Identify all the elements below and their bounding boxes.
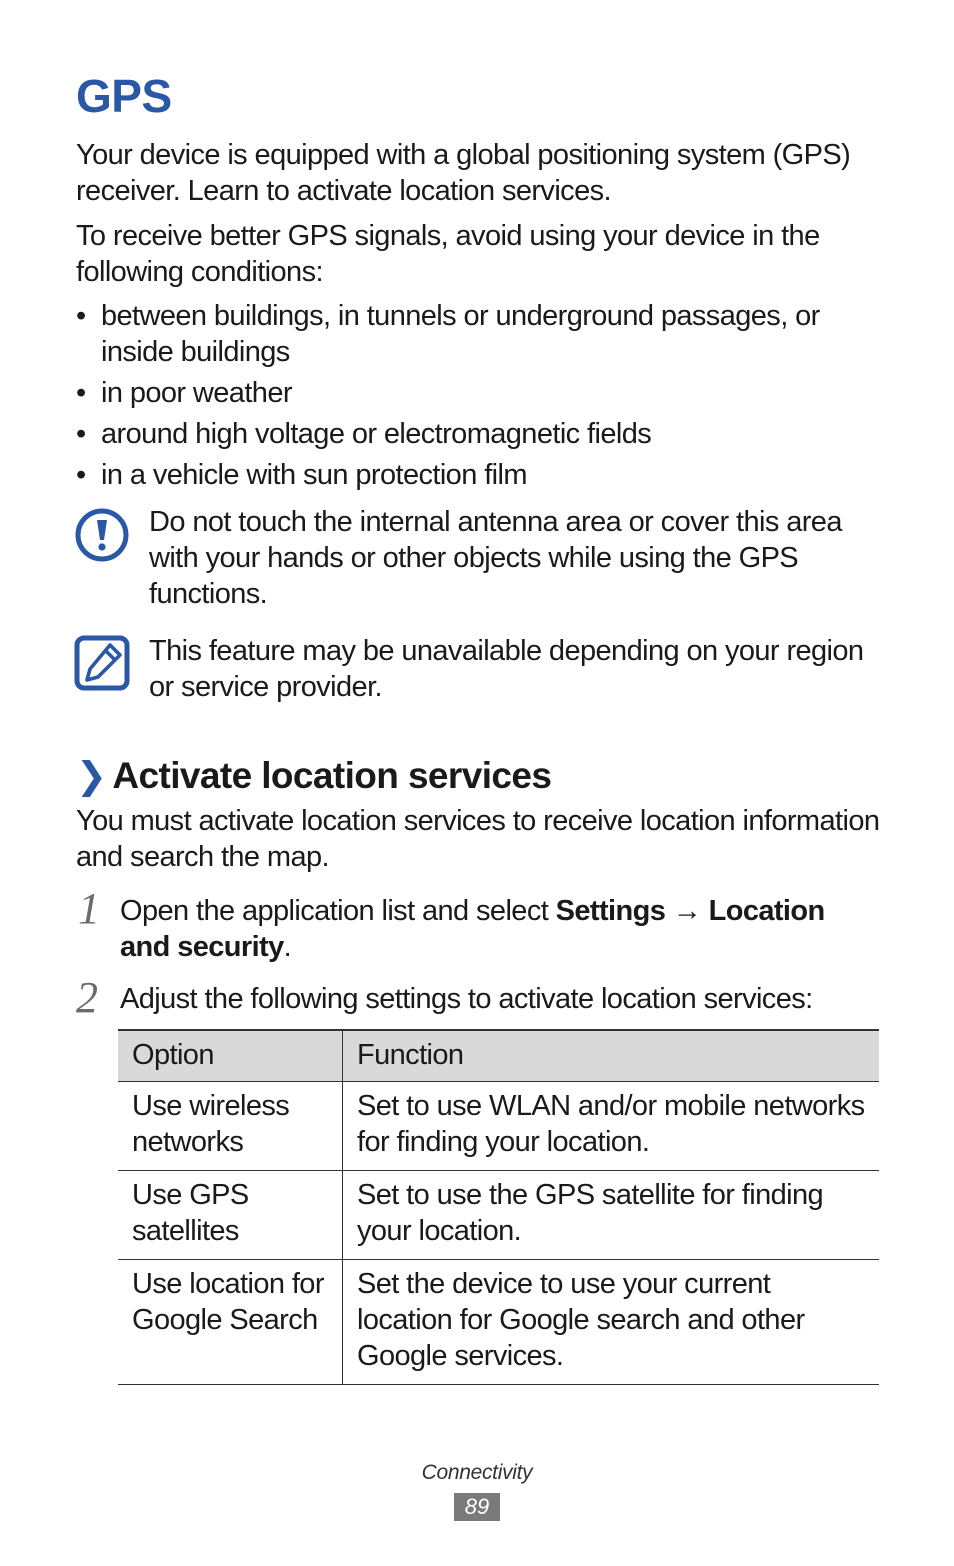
option-cell: Use GPS satellites xyxy=(118,1171,343,1260)
function-cell: Set to use the GPS satellite for finding your location. xyxy=(343,1171,880,1260)
bullet-icon: • xyxy=(76,418,86,450)
intro-paragraph: Your device is equipped with a global positioning system (GPS) receiver. Learn to activate location services. xyxy=(76,139,851,207)
column-header-option: Option xyxy=(118,1030,343,1082)
option-cell: Use location for Google Search xyxy=(118,1260,343,1385)
function-cell: Set to use WLAN and/or mobile networks for finding your location. xyxy=(343,1082,880,1171)
section-intro: You must activate location services to receive location information and search the map. xyxy=(76,805,880,873)
list-item: • in poor weather xyxy=(76,377,292,409)
step-1-text: Open the application list and select Settings → Location and security. xyxy=(120,895,825,963)
menu-path-location: Location and security xyxy=(120,895,825,963)
table-row xyxy=(118,1082,879,1171)
section-heading: ❯ Activate location services xyxy=(76,755,552,796)
list-item: • between buildings, in tunnels or underground passages, or inside buildings xyxy=(76,300,820,368)
menu-path-settings: Settings xyxy=(555,895,666,927)
table-row xyxy=(118,1260,879,1385)
conditions-list xyxy=(76,298,896,498)
caution-text: Do not touch the internal antenna area or cover this area with your hands or other objects while using the GPS functions. xyxy=(149,506,842,610)
chevron-right-icon: ❯ xyxy=(76,755,107,796)
footer-section-label: Connectivity xyxy=(421,1461,533,1484)
step-number: 2 xyxy=(76,973,98,1022)
bullet-icon: • xyxy=(76,300,86,332)
step-number: 1 xyxy=(78,884,100,933)
list-item: • around high voltage or electromagnetic fields xyxy=(76,418,652,450)
option-cell: Use wireless networks xyxy=(118,1082,343,1171)
page-number: 89 xyxy=(454,1493,500,1521)
conditions-paragraph: To receive better GPS signals, avoid using your device in the following conditions: xyxy=(76,220,820,288)
page-title: GPS xyxy=(76,70,172,122)
bullet-icon: • xyxy=(76,377,86,409)
column-header-function: Function xyxy=(343,1030,880,1082)
bullet-icon: • xyxy=(76,459,86,491)
table-header-row xyxy=(118,1030,879,1082)
step-2-text: Adjust the following settings to activate location services: xyxy=(120,983,813,1015)
caution-icon xyxy=(74,507,130,563)
settings-table xyxy=(118,1029,879,1385)
note-text: This feature may be unavailable depending on your region or service provider. xyxy=(149,635,864,703)
table-row xyxy=(118,1171,879,1260)
function-cell: Set the device to use your current location for Google search and other Google services. xyxy=(343,1260,880,1385)
list-item: • in a vehicle with sun protection film xyxy=(76,459,527,491)
note-icon xyxy=(74,635,130,691)
